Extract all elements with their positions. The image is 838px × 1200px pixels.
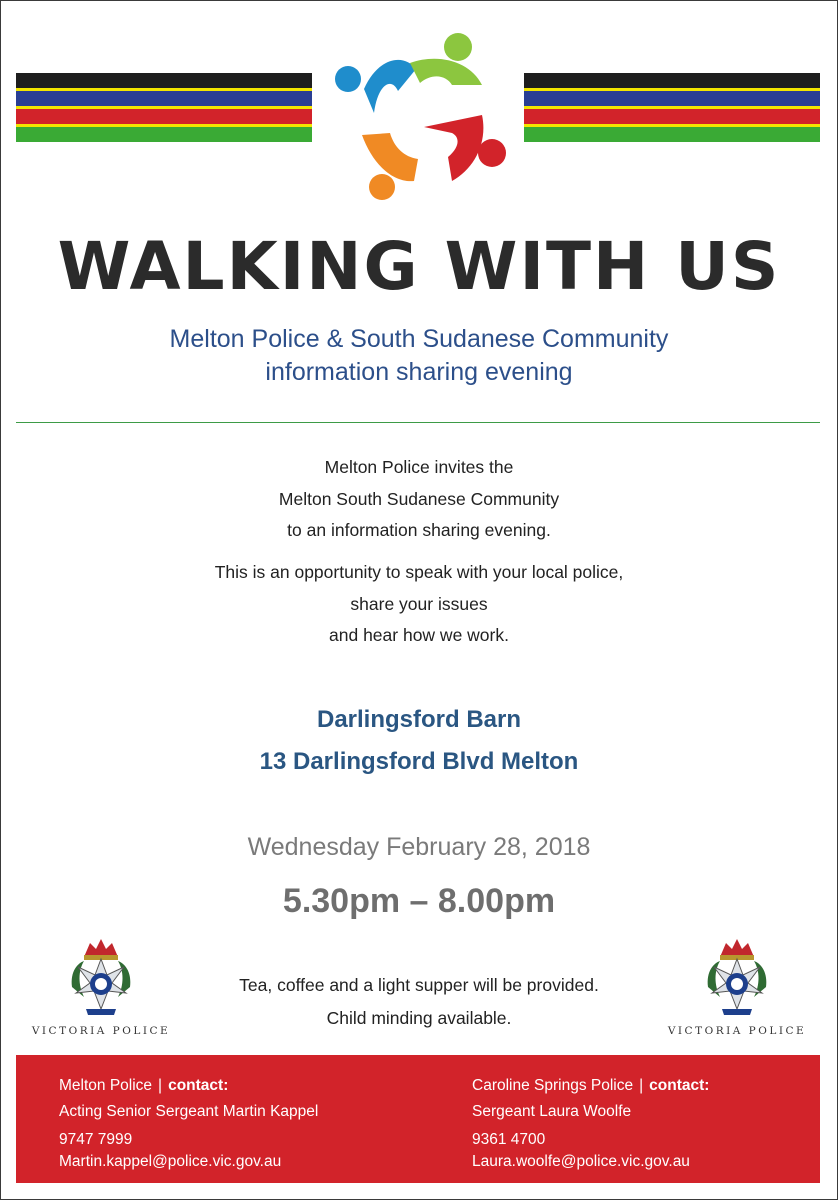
contact-name: Sergeant Laura Woolfe	[472, 1103, 632, 1120]
venue-block	[1, 699, 837, 783]
opportunity-line: and hear how we work.	[329, 625, 509, 645]
subtitle-line-1: Melton Police & South Sudanese Community	[169, 325, 669, 353]
victoria-police-text: VICTORIA POLICE	[31, 1025, 171, 1037]
color-stripe	[16, 127, 312, 142]
contact-station: Caroline Springs Police	[472, 1077, 634, 1094]
logo-figure-green	[444, 33, 472, 61]
contact-email-link[interactable]: Martin.kappel@police.vic.gov.au	[59, 1153, 282, 1170]
contact-phone: 9747 7999	[59, 1131, 133, 1148]
divider-rule	[16, 422, 820, 423]
invitation-line: Melton Police invites the	[324, 457, 514, 477]
contact-name: Acting Senior Sergeant Martin Kappel	[59, 1103, 319, 1120]
invitation-paragraph	[1, 452, 837, 547]
invitation-line: Melton South Sudanese Community	[278, 488, 560, 509]
event-date: Wednesday February 28, 2018	[247, 833, 591, 861]
victoria-police-badge-right	[657, 937, 817, 1037]
opportunity-paragraph	[1, 557, 837, 652]
contact-email-link[interactable]: Laura.woolfe@police.vic.gov.au	[472, 1153, 690, 1170]
victoria-police-text: VICTORIA POLICE	[667, 1025, 807, 1037]
opportunity-line: This is an opportunity to speak with your local police,	[214, 562, 624, 582]
contact-station: Melton Police	[59, 1077, 153, 1094]
event-time: 5.30pm – 8.00pm	[282, 882, 556, 920]
contact-melton	[59, 1073, 318, 1173]
color-stripe	[16, 73, 312, 88]
stripes-left	[16, 73, 312, 142]
venue-name: Darlingsford Barn	[316, 706, 522, 733]
separator: |	[158, 1077, 163, 1094]
notes-catering: Tea, coffee and a light supper will be provided.	[239, 975, 599, 995]
stripes-right	[524, 73, 820, 142]
subtitle-line-2: information sharing evening	[265, 358, 573, 386]
separator: |	[639, 1077, 644, 1094]
event-subtitle	[1, 323, 837, 389]
venue-address: 13 Darlingsford Blvd Melton	[259, 748, 579, 775]
color-stripe	[16, 91, 312, 106]
logo-figure-red	[478, 139, 506, 167]
color-stripe	[524, 127, 820, 142]
community-logo-icon	[312, 29, 526, 209]
color-stripe	[524, 73, 820, 88]
logo-figure-blue	[335, 66, 361, 92]
contact-label: contact:	[649, 1077, 710, 1094]
event-title: WALKING WITH US	[57, 228, 781, 305]
logo-figure-orange	[369, 174, 395, 200]
contact-phone: 9361 4700	[472, 1131, 546, 1148]
color-stripe	[524, 91, 820, 106]
police-star-badge-icon	[66, 937, 136, 1021]
color-stripe	[16, 109, 312, 124]
notes-child-minding: Child minding available.	[326, 1008, 512, 1028]
police-star-badge-icon	[702, 937, 772, 1021]
color-stripe	[524, 109, 820, 124]
contact-footer	[16, 1055, 820, 1183]
contact-label: contact:	[168, 1077, 229, 1094]
contact-caroline-springs	[472, 1073, 709, 1173]
victoria-police-badge-left	[21, 937, 181, 1037]
opportunity-line: share your issues	[350, 593, 488, 614]
invitation-line: to an information sharing evening.	[287, 520, 551, 540]
